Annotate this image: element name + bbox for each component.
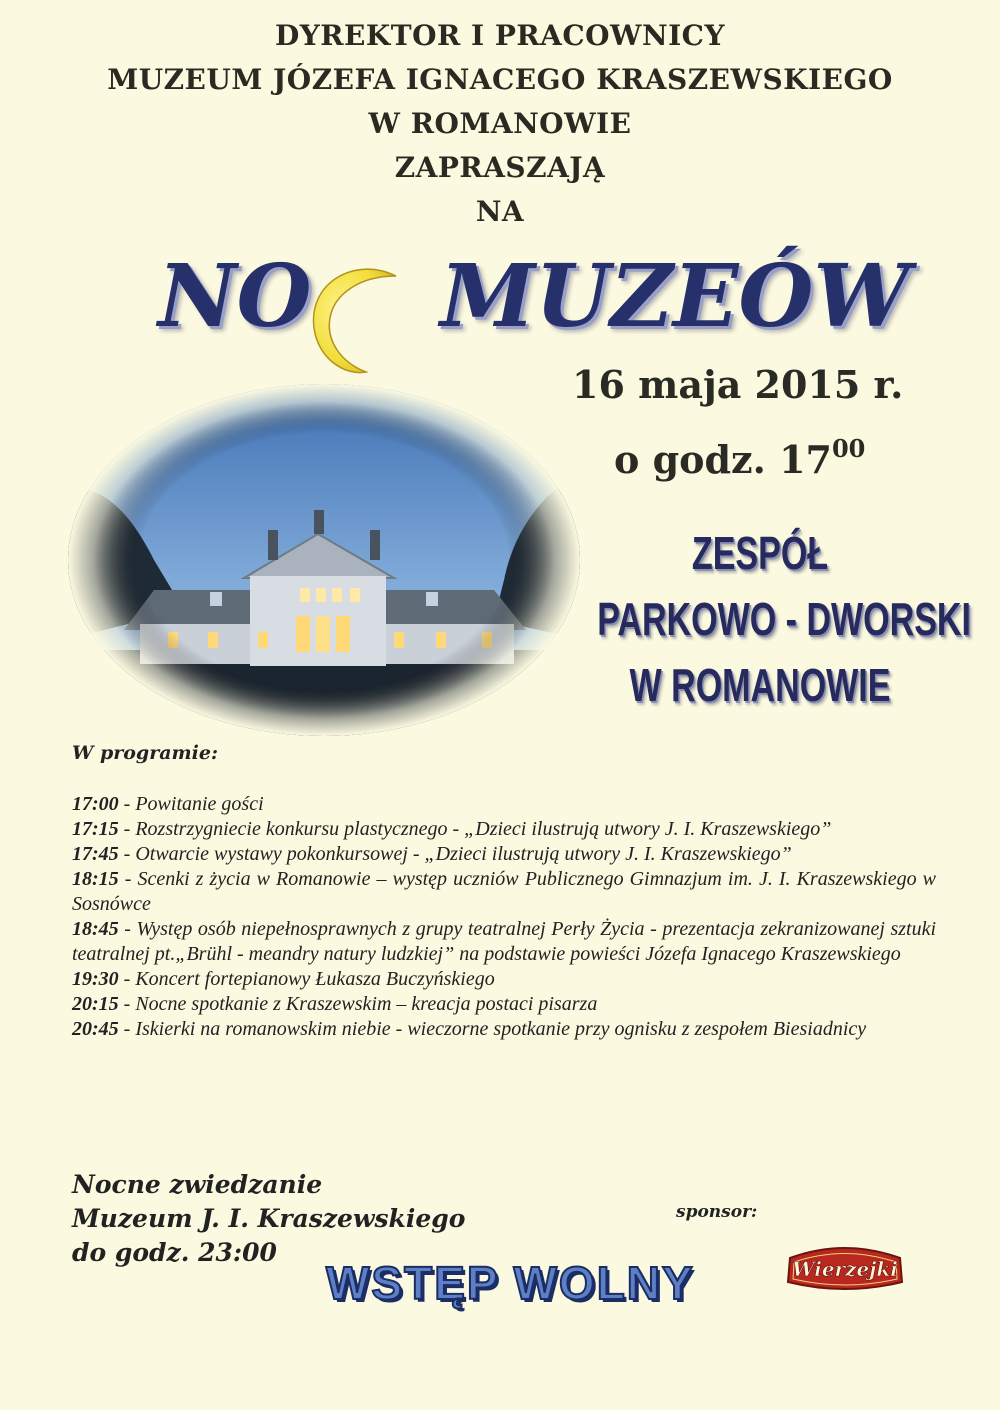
header-line-5: NA bbox=[475, 195, 525, 228]
program-heading: W programie: bbox=[72, 742, 218, 764]
free-admission-banner: WSTĘP WOLNY bbox=[326, 1257, 695, 1309]
venue-line-3: W ROMANOWIE bbox=[629, 659, 891, 711]
program-time: 18:45 bbox=[72, 918, 119, 940]
program-item bbox=[72, 792, 936, 817]
title-word-muzeow: MUZEÓW bbox=[440, 246, 911, 347]
program-text: - Nocne spotkanie z Kraszewskim – kreacja postaci pisarza bbox=[118, 993, 598, 1015]
program-item bbox=[72, 917, 936, 967]
program-text: - Otwarcie wystawy pokonkursowej - „Dzieci ilustrują utwory J. I. Kraszewskiego” bbox=[118, 843, 792, 865]
night-visit-info bbox=[72, 1168, 465, 1270]
program-text: - Iskierki na romanowskim niebie - wieczorne spotkanie przy ognisku z zespołem Biesiadnicy bbox=[118, 1018, 867, 1040]
sponsor-logo-text: Wierzejki bbox=[792, 1257, 898, 1281]
program-item bbox=[72, 867, 936, 917]
visit-line-1: Nocne zwiedzanie bbox=[72, 1170, 323, 1199]
venue bbox=[597, 520, 971, 718]
venue-line-1: ZESPÓŁ bbox=[691, 527, 829, 579]
program-time: 20:15 bbox=[72, 993, 119, 1015]
program-time: 20:45 bbox=[72, 1018, 119, 1040]
header-line-4: ZAPRASZAJĄ bbox=[394, 151, 606, 184]
program-text: - Scenki z życia w Romanowie – występ uczniów Publicznego Gimnazjum im. J. I. Kraszewskiego w Sosnówce bbox=[72, 868, 936, 915]
title-word-noc: NO bbox=[158, 246, 312, 347]
program-time: 17:45 bbox=[72, 843, 119, 865]
header-line-3: W ROMANOWIE bbox=[368, 107, 632, 140]
program-text: - Koncert fortepianowy Łukasza Buczyńskiego bbox=[118, 968, 495, 990]
event-time bbox=[614, 434, 865, 482]
program-time: 17:00 bbox=[72, 793, 119, 815]
program-time: 18:15 bbox=[72, 868, 119, 890]
program-list bbox=[72, 792, 936, 1042]
visit-line-3: do godz. 23:00 bbox=[72, 1238, 277, 1267]
event-time-text: o godz. 17 bbox=[614, 437, 832, 482]
program-item bbox=[72, 817, 936, 842]
program-item bbox=[72, 842, 936, 867]
sponsor-logo bbox=[784, 1236, 906, 1300]
program-item bbox=[72, 967, 936, 992]
invitation-header bbox=[0, 14, 1000, 234]
header-line-2: MUZEUM JÓZEFA IGNACEGO KRASZEWSKIEGO bbox=[107, 63, 893, 96]
program-text: - Powitanie gości bbox=[118, 793, 264, 815]
event-date: 16 maja 2015 r. bbox=[572, 362, 904, 407]
program-text: - Występ osób niepełnosprawnych z grupy teatralnej Perły Życia - prezentacja zekranizowanej sztuki teatralnej pt.„Brühl - meandry natury ludzkiej” na podstawie powieści Józefa Ignacego Kraszewskiego bbox=[72, 918, 936, 965]
crescent-moon-icon bbox=[300, 262, 410, 380]
program-time: 17:15 bbox=[72, 818, 119, 840]
manor-house-photo bbox=[64, 380, 584, 740]
program-time: 19:30 bbox=[72, 968, 119, 990]
event-time-minutes: 00 bbox=[831, 434, 866, 463]
program-text: - Rozstrzygniecie konkursu plastycznego - „Dzieci ilustrują utwory J. I. Kraszewskiego” bbox=[118, 818, 832, 840]
venue-line-2: PARKOWO - DWORSKI bbox=[597, 593, 971, 645]
header-line-1: DYREKTOR I PRACOWNICY bbox=[275, 19, 725, 52]
sponsor-label: sponsor: bbox=[676, 1202, 758, 1222]
program-item bbox=[72, 992, 936, 1017]
program-item bbox=[72, 1017, 936, 1042]
visit-line-2: Muzeum J. I. Kraszewskiego bbox=[72, 1204, 466, 1233]
